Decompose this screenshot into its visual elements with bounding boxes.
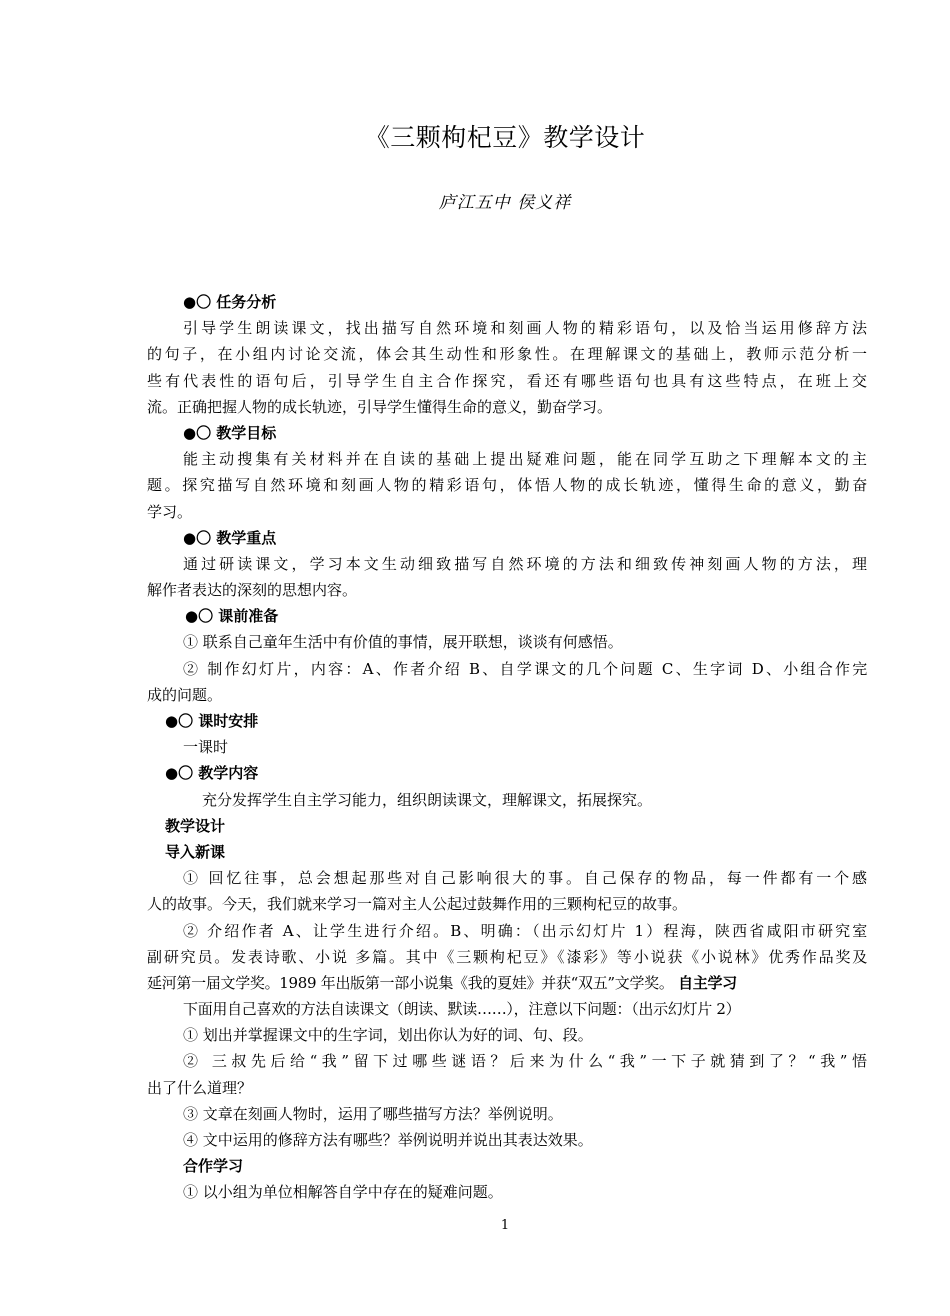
paragraph-line: 的句子，在小组内讨论交流，体会其生动性和形象性。在理解课文的基础上，教师示范分析一: [147, 345, 867, 364]
paragraph-line: ① 回忆往事，总会想起那些对自己影响很大的事。自己保存的物品，每一件都有一个感: [183, 869, 867, 888]
paragraph-line: 一课时: [183, 738, 229, 757]
heading-coop: 合作学习: [183, 1157, 244, 1176]
paragraph-line: ① 联系自己童年生活中有价值的事情，展开联想，谈谈有何感悟。: [183, 633, 623, 652]
paragraph-line: 解作者表达的深刻的思想内容。: [147, 581, 358, 600]
paragraph-line: ② 介绍作者 A、让学生进行介绍。B、明确：（出示幻灯片 1）程海，陕西省咸阳市研究室: [183, 921, 867, 940]
heading-intro: 导入新课: [165, 842, 226, 861]
heading-preparation: ●〇 课前准备: [185, 607, 279, 626]
paragraph-line: ① 以小组为单位相解答自学中存在的疑难问题。: [183, 1183, 503, 1202]
heading-goals: ●〇 教学目标: [183, 423, 277, 442]
paragraph-line: [147, 970, 867, 996]
paragraph-line: 副研究员。发表诗歌、小说 多篇。其中《三颗枸杞豆》《漆彩》等小说获《小说林》优秀作品奖及: [147, 947, 867, 966]
paragraph-line: 流。正确把握人物的成长轨迹，引导学生懂得生命的意义，勤奋学习。: [147, 397, 613, 416]
heading-self-study: 自主学习: [678, 973, 737, 992]
paragraph-line: 下面用自己喜欢的方法自读课文（朗读、默读……），注意以下问题：（出示幻灯片 2）: [183, 1000, 741, 1019]
heading-content: ●〇 教学内容: [165, 764, 259, 783]
paragraph-line: ② 三叔先后给“我”留下过哪些谜语？后来为什么“我”一下子就猜到了？“我”悟: [183, 1052, 867, 1071]
paragraph-text: 延河第一届文学奖。1989 年出版第一部小说集《我的夏娃》并获“双五”文学奖。: [147, 973, 674, 992]
paragraph-line: 人的故事。今天，我们就来学习一篇对主人公起过鼓舞作用的三颗枸杞豆的故事。: [147, 895, 688, 914]
paragraph-line: 题。探究描写自然环境和刻画人物的精彩语句，体悟人物的成长轨迹，懂得生命的意义，勤奋: [147, 476, 867, 495]
page-number: 1: [500, 1218, 510, 1233]
document-title: 《三颗枸杞豆》教学设计: [364, 123, 646, 152]
heading-schedule: ●〇 课时安排: [165, 712, 259, 730]
paragraph-line: 能主动搜集有关材料并在自读的基础上提出疑难问题，能在同学互助之下理解本文的主: [183, 450, 867, 469]
heading-task-analysis: ●〇 任务分析: [183, 293, 277, 311]
paragraph-line: ④ 文中运用的修辞方法有哪些？举例说明并说出其表达效果。: [183, 1131, 593, 1149]
paragraph-line: 充分发挥学生自主学习能力，组织朗读课文，理解课文，拓展探究。: [202, 790, 653, 809]
paragraph-line: 些有代表性的语句后，引导学生自主合作探究，看还有哪些语句也具有这些特点，在班上交: [147, 371, 867, 390]
paragraph-line: 出了什么道理？: [147, 1078, 253, 1097]
paragraph-line: 学习。: [147, 502, 193, 521]
paragraph-line: 引导学生朗读课文，找出描写自然环境和刻画人物的精彩语句，以及恰当运用修辞方法: [183, 319, 867, 338]
document-author: 庐江五中 侯义祥: [438, 193, 572, 213]
paragraph-line: ① 划出并掌握课文中的生字词，划出你认为好的词、句、段。: [183, 1026, 593, 1045]
paragraph-line: 成的问题。: [147, 685, 223, 704]
paragraph-line: ② 制作幻灯片，内容：A、作者介绍 B、自学课文的几个问题 C、生字词 D、小组合作完: [183, 659, 867, 678]
document-body: [147, 289, 867, 1206]
paragraph-line: 通过研读课文，学习本文生动细致描写自然环境的方法和细致传神刻画人物的方法，理: [183, 554, 867, 573]
heading-key-points: ●〇 教学重点: [183, 528, 277, 547]
heading-design: 教学设计: [165, 816, 226, 835]
paragraph-line: ③ 文章在刻画人物时，运用了哪些描写方法？举例说明。: [183, 1104, 563, 1123]
